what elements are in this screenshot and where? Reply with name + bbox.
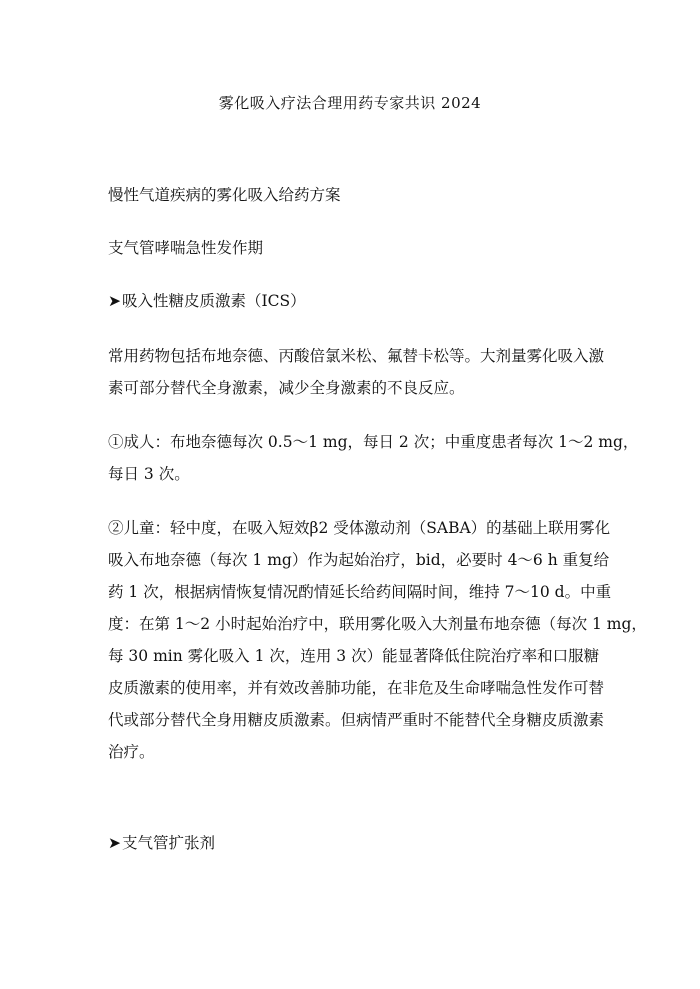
arrow-bullet-icon: ➤ [108,834,121,852]
paragraph-line: 每 30 min 雾化吸入 1 次，连用 3 次）能显著降低住院治疗率和口服糖 [108,647,600,665]
document-title: 雾化吸入疗法合理用药专家共识 2024 [218,94,482,112]
paragraph-line: ①成人：布地奈德每次 0.5～1 mg，每日 2 次；中重度患者每次 1～2 mg， [108,433,639,451]
paragraph-adult-dosage [108,426,639,490]
paragraph-line: 度：在第 1～2 小时起始治疗中，联用雾化吸入大剂量布地奈德（每次 1 mg， [108,615,647,633]
paragraph-line: 代或部分替代全身用糖皮质激素。但病情严重时不能替代全身糖皮质激素 [108,711,605,729]
bullet-bronchodilator [108,831,608,855]
bullet-ics [108,289,608,313]
paragraph-line: 药 1 次，根据病情恢复情况酌情延长给药间隔时间，维持 7～10 d。中重 [108,583,612,601]
section-heading: 慢性气道疾病的雾化吸入给药方案 [108,186,341,204]
arrow-bullet-icon: ➤ [108,292,121,310]
subsection-heading: 支气管哮喘急性发作期 [108,239,264,257]
paragraph-line: 每日 3 次。 [108,465,190,483]
paragraph-line: 常用药物包括布地奈德、丙酸倍氯米松、氟替卡松等。大剂量雾化吸入激 [108,347,605,365]
bullet-ics-label: 吸入性糖皮质激素（ICS） [122,292,306,310]
paragraph-ics-intro [108,340,608,404]
paragraph-line: 吸入布地奈德（每次 1 mg）作为起始治疗，bid，必要时 4～6 h 重复给 [108,551,610,569]
paragraph-child-dosage [108,512,647,768]
bullet-bronchodilator-label: 支气管扩张剂 [122,834,216,852]
paragraph-line: ②儿童：轻中度，在吸入短效β2 受体激动剂（SABA）的基础上联用雾化 [108,519,611,537]
paragraph-line: 治疗。 [108,743,155,761]
paragraph-line: 皮质激素的使用率，并有效改善肺功能，在非危及生命哮喘急性发作可替 [108,679,605,697]
paragraph-line: 素可部分替代全身激素，减少全身激素的不良反应。 [108,379,465,397]
